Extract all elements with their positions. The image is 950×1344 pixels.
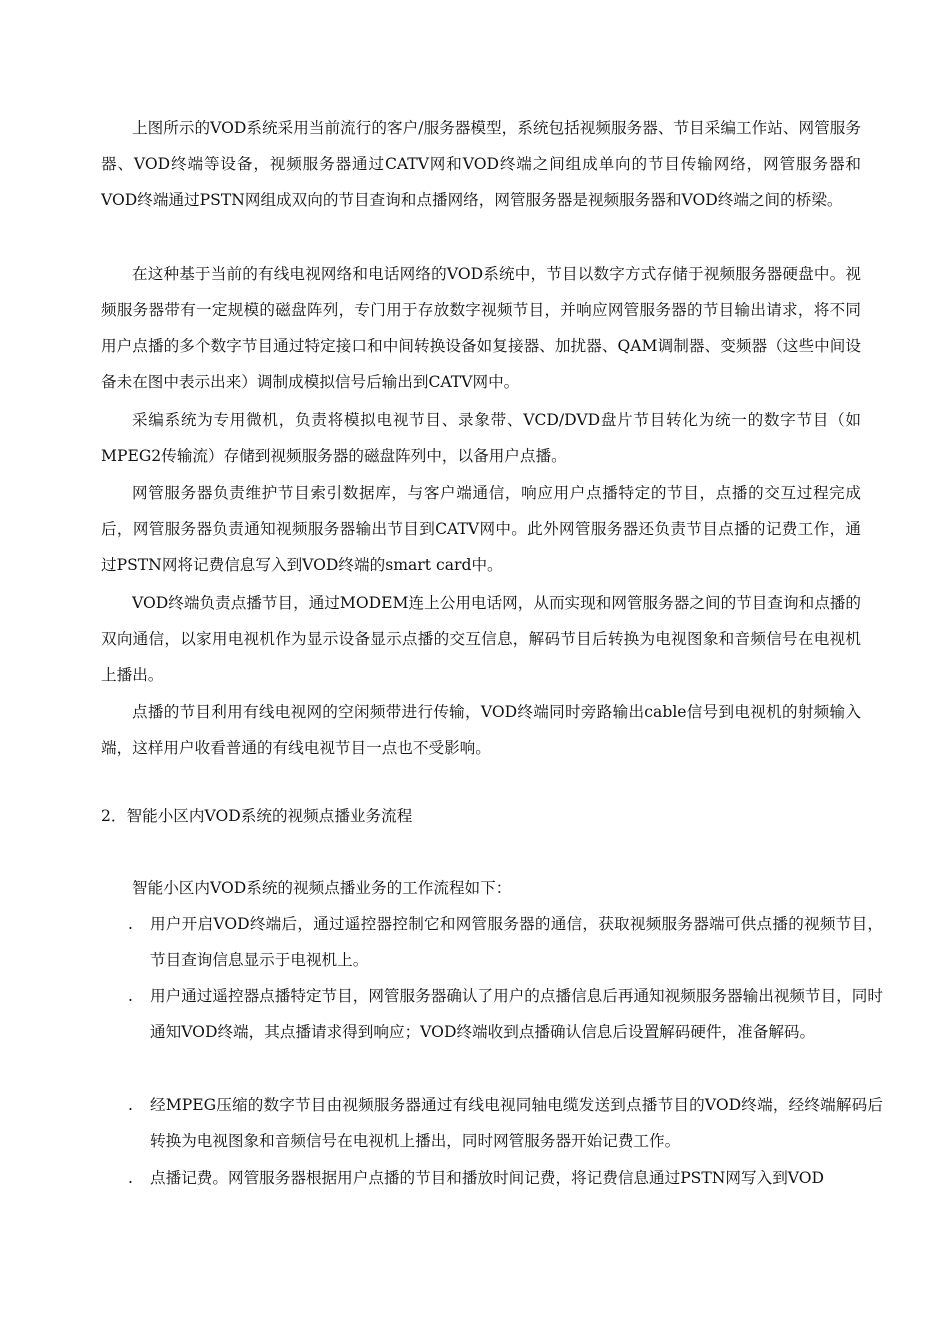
paragraph-transmission: 点播的节目利用有线电视网的空闲频带进行传输，VOD终端同时旁路输出cable信号到电视机的射频输入端，这样用户收看普通的有线电视节目一点也不受影响。	[101, 703, 861, 757]
list-bullet: .	[128, 987, 133, 1005]
list-bullet: .	[128, 1169, 133, 1187]
paragraph-network-server: 网管服务器负责维护节目索引数据库，与客户端通信，响应用户点播特定的节目，点播的交互过程完成后，网管服务器负责通知视频服务器输出节目到CATV网中。此外网管服务器还负责节目点播的记费工作，通过PSTN网将记费信息写入到VOD终端的smart card中。	[101, 484, 861, 574]
list-item	[128, 906, 883, 978]
paragraph-system-overview: 上图所示的VOD系统采用当前流行的客户/服务器模型，系统包括视频服务器、节目采编工作站、网管服务器、VOD终端等设备，视频服务器通过CATV网和VOD终端之间组成单向的节目传输网络，网管服务器和VOD终端通过PSTN网组成双向的节目查询和点播网络，网管服务器是视频服务器和VOD终端之间的桥梁。	[101, 119, 861, 209]
list-bullet: .	[128, 915, 133, 933]
paragraph-editing-system: 采编系统为专用微机，负责将模拟电视节目、录象带、VCD/DVD盘片节目转化为统一的数字节目（如MPEG2传输流）存储到视频服务器的磁盘阵列中，以备用户点播。	[101, 411, 861, 465]
list-item	[128, 1160, 883, 1196]
paragraph-vod-terminal: VOD终端负责点播节目，通过MODEM连上公用电话网，从而实现和网管服务器之间的节目查询和点播的双向通信，以家用电视机作为显示设备显示点播的交互信息，解码节目后转换为电视图象和音频信号在电视机上播出。	[101, 594, 861, 684]
list-item	[128, 978, 883, 1050]
section-heading: 2．智能小区内VOD系统的视频点播业务流程	[101, 807, 413, 825]
list-item	[128, 1087, 883, 1159]
list-item-text: 经MPEG压缩的数字节目由视频服务器通过有线电视同轴电缆发送到点播节目的VOD终端，经终端解码后转换为电视图象和音频信号在电视机上播出，同时网管服务器开始记费工作。	[150, 1096, 883, 1150]
workflow-intro: 智能小区内VOD系统的视频点播业务的工作流程如下：	[132, 879, 512, 897]
list-item-text: 用户开启VOD终端后，通过遥控器控制它和网管服务器的通信，获取视频服务器端可供点播的视频节目，节目查询信息显示于电视机上。	[150, 915, 883, 969]
paragraph-video-server: 在这种基于当前的有线电视网络和电话网络的VOD系统中，节目以数字方式存储于视频服务器硬盘中。视频服务器带有一定规模的磁盘阵列，专门用于存放数字视频节目，并响应网管服务器的节目输出请求，将不同用户点播的多个数字节目通过特定接口和中间转换设备如复接器、加扰器、QAM调制器、变频器（这些中间设备未在图中表示出来）调制成模拟信号后输出到CATV网中。	[101, 265, 861, 391]
list-item-text: 用户通过遥控器点播特定节目，网管服务器确认了用户的点播信息后再通知视频服务器输出视频节目，同时通知VOD终端，其点播请求得到响应；VOD终端收到点播确认信息后设置解码硬件，准备解码。	[150, 987, 883, 1041]
list-bullet: .	[128, 1096, 133, 1114]
list-item-text: 点播记费。网管服务器根据用户点播的节目和播放时间记费，将记费信息通过PSTN网写入到VOD	[150, 1169, 825, 1187]
